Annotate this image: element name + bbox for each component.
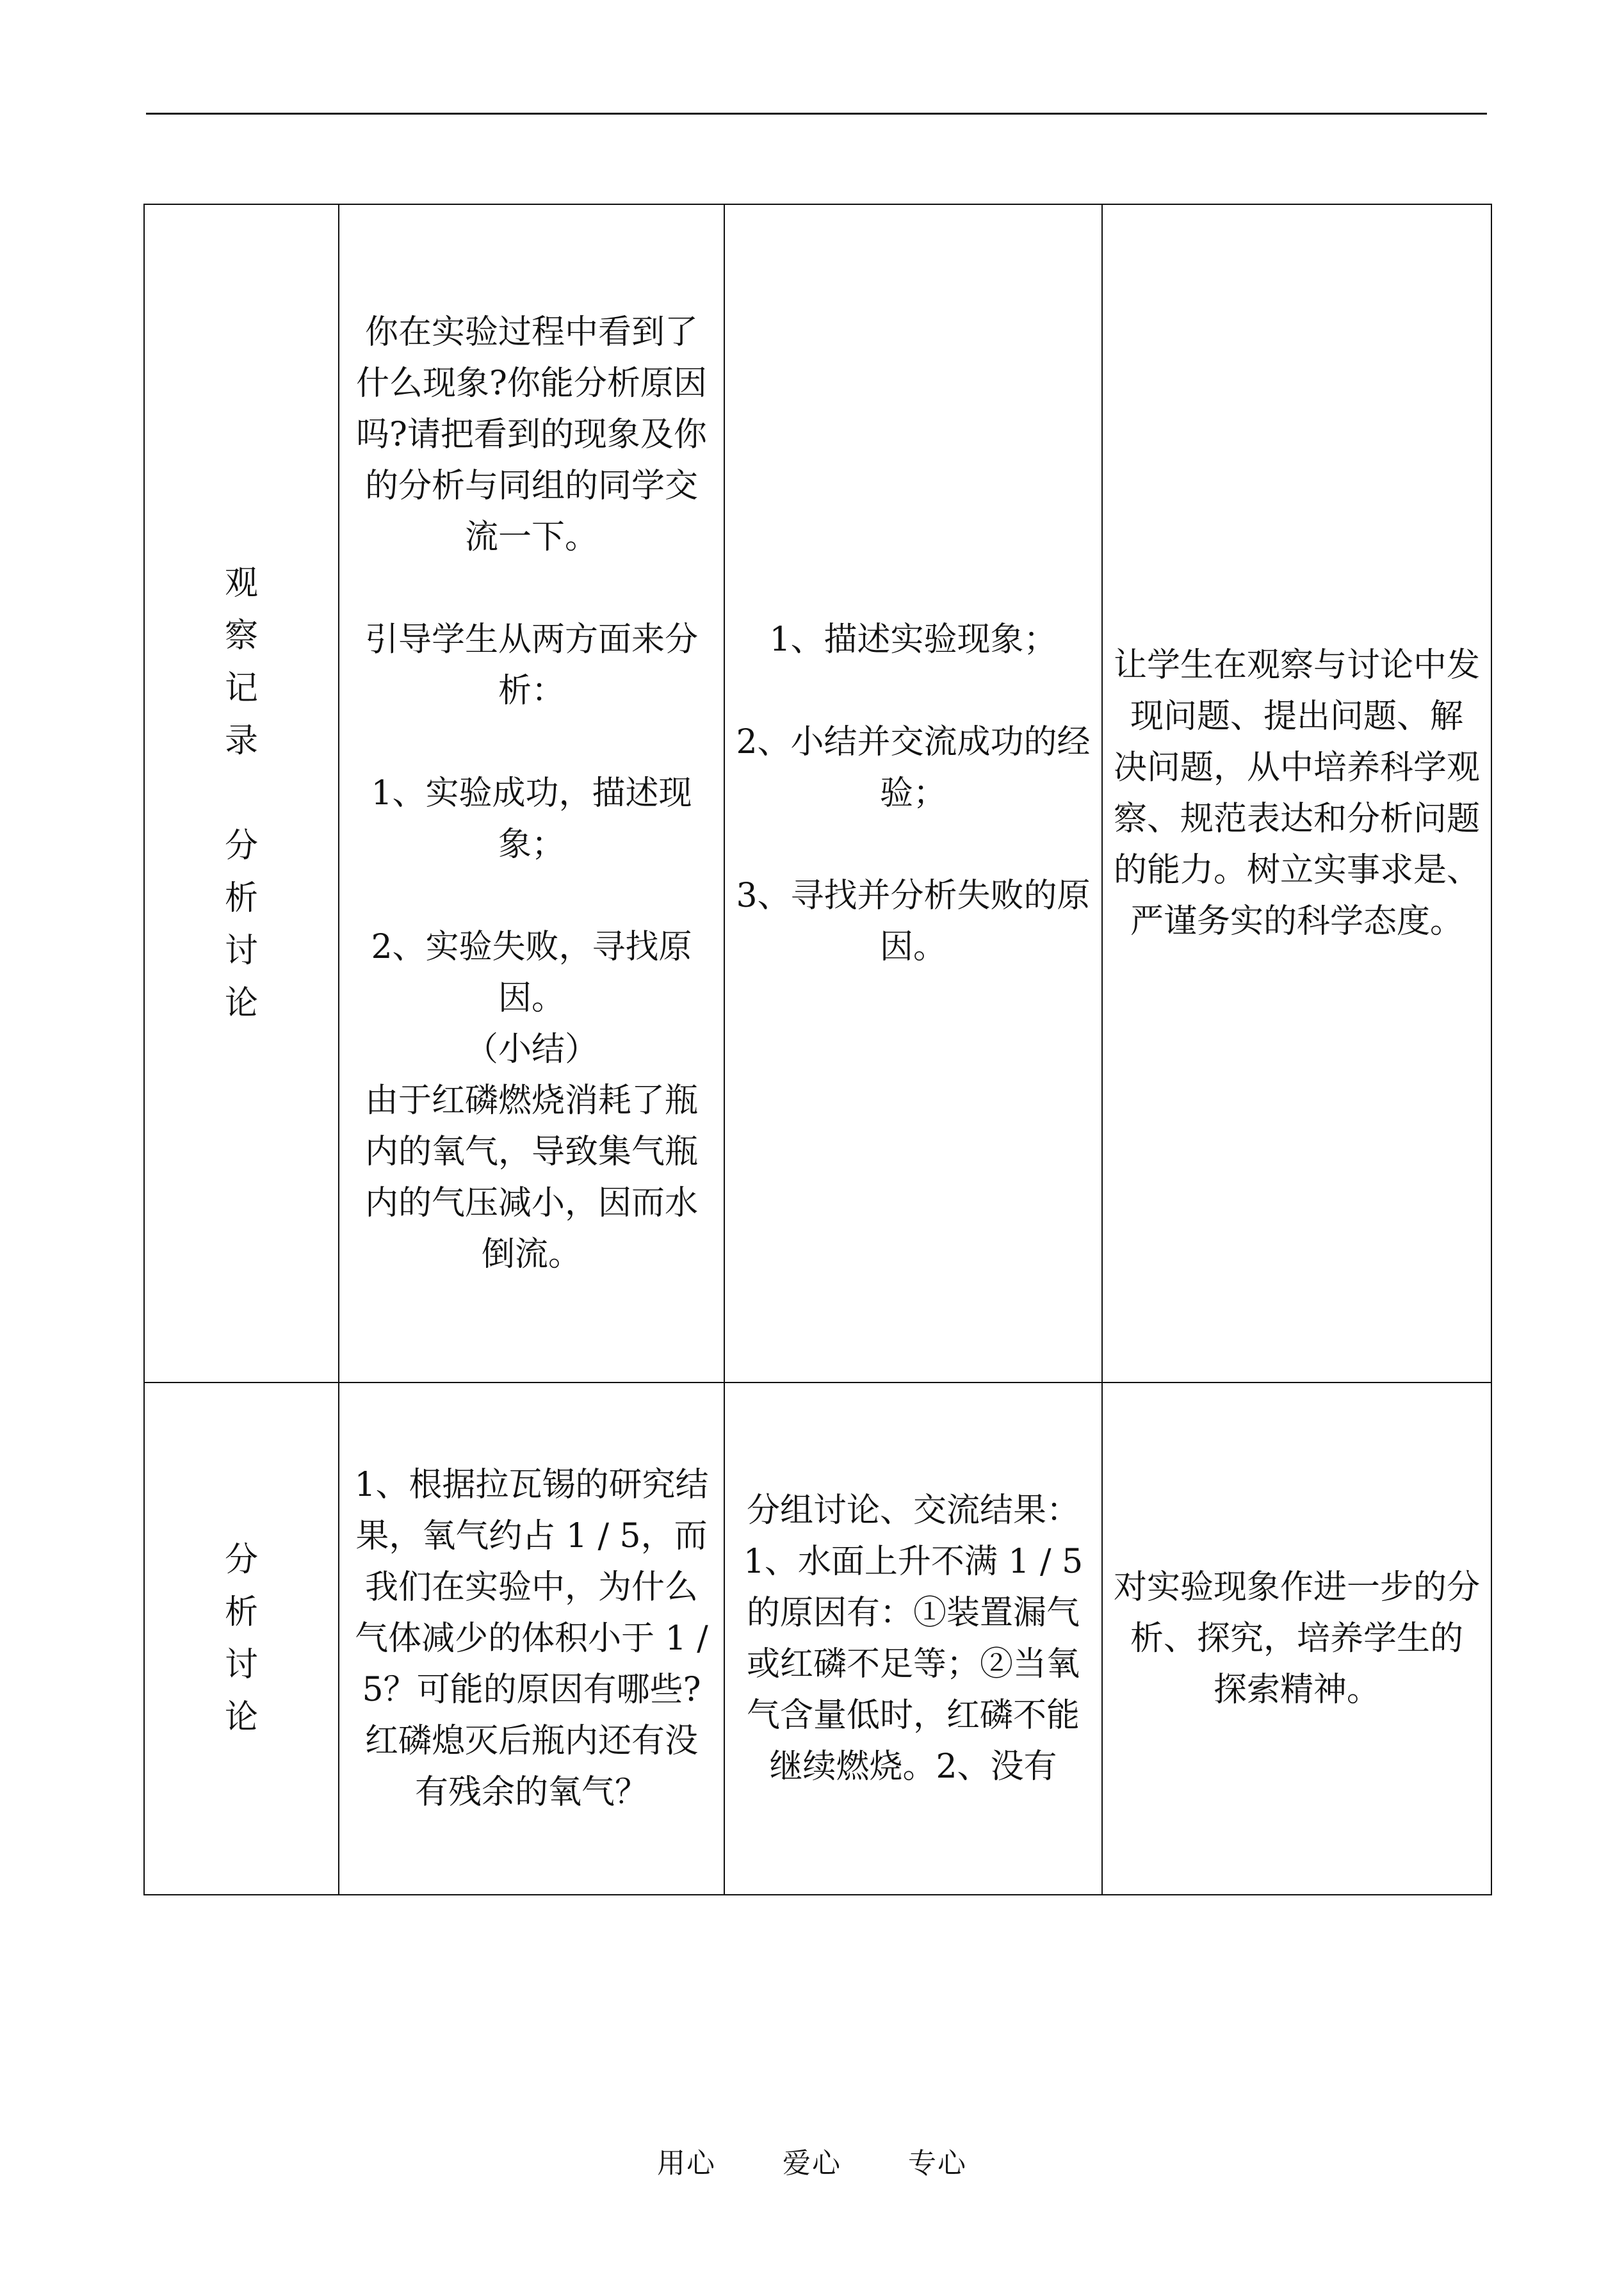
footer-item: 爱心 xyxy=(783,2147,841,2180)
stage-label-cell: 分 析 讨 论 xyxy=(144,1383,339,1895)
teacher-activity-cell: 你在实验过程中看到了什么现象?你能分析原因吗?请把看到的现象及你的分析与同组的同学交流一下。 引导学生从两方面来分析： 1、实验成功，描述现象； 2、实验失败，寻找原因。 （小结） 由于红磷燃烧消耗了瓶内的氧气，导致集气瓶内的气压减小，因而水倒流。 xyxy=(339,204,724,1383)
table-row xyxy=(144,204,1491,1383)
stage-label-cell: 观 察 记 录 分 析 讨 论 xyxy=(144,204,339,1383)
student-activity-cell: 1、描述实验现象； 2、小结并交流成功的经验； 3、寻找并分析失败的原因。 xyxy=(724,204,1102,1383)
footer-item: 用心 xyxy=(657,2147,716,2180)
table-row xyxy=(144,1383,1491,1895)
footer-item: 专心 xyxy=(908,2147,967,2180)
student-activity-cell: 分组讨论、交流结果： 1、水面上升不满 1 / 5 的原因有：①装置漏气或红磷不足等；②当氧气含量低时，红磷不能继续燃烧。2、没有 xyxy=(724,1383,1102,1895)
design-purpose-cell: 对实验现象作进一步的分析、探究，培养学生的 探索精神。 xyxy=(1102,1383,1491,1895)
teacher-activity-cell: 1、根据拉瓦锡的研究结果，氧气约占 1 / 5，而我们在实验中，为什么气体减少的体积小于 1 / 5？可能的原因有哪些?红磷熄灭后瓶内还有没有残余的氧气？ xyxy=(339,1383,724,1895)
header-rule xyxy=(146,113,1487,115)
page-footer xyxy=(0,2140,1624,2181)
lesson-table xyxy=(143,204,1492,1895)
design-purpose-cell: 让学生在观察与讨论中发现问题、提出问题、解 决问题，从中培养科学观察、规范表达和分析问题的能力。树立实事求是、严谨务实的科学态度。 xyxy=(1102,204,1491,1383)
